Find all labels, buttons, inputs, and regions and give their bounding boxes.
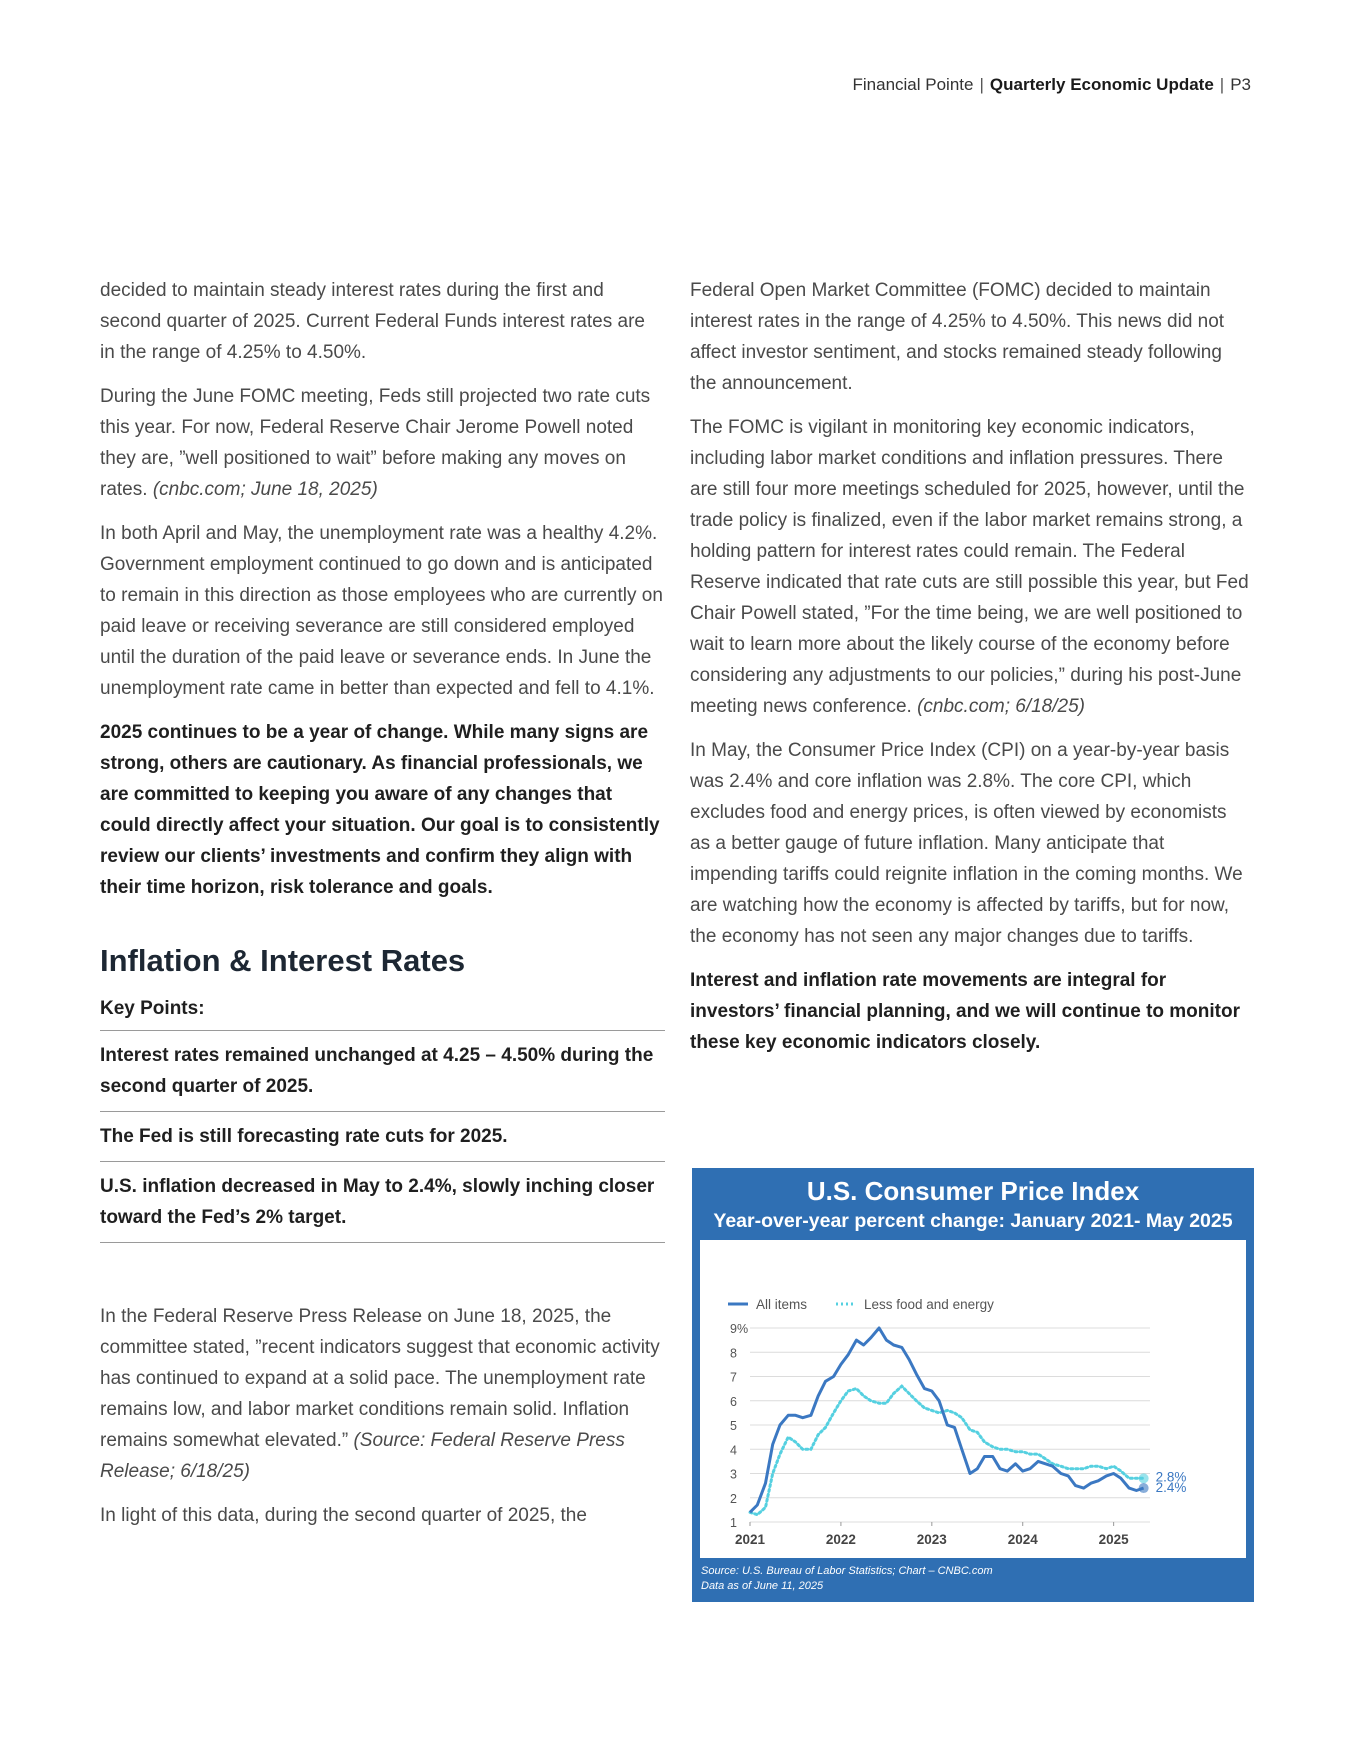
x-tick-label: 2022 <box>825 1532 856 1547</box>
x-tick-label: 2021 <box>734 1532 766 1547</box>
key-point: U.S. inflation decreased in May to 2.4%, slowly inching closer toward the Fed’s 2% target. <box>100 1162 665 1243</box>
citation: (Source: Federal Reserve Press Release; 6/18/25) <box>100 1430 625 1482</box>
source-line: Source: U.S. Bureau of Labor Statistics; Chart – CNBC.com <box>701 1565 993 1577</box>
spacer <box>100 1243 665 1301</box>
paragraph: Federal Open Market Committee (FOMC) decided to maintain interest rates in the range of 4.25% to 4.50%. This news did not affect investor sentiment, and stocks remained steady following the announcement. <box>690 280 1225 394</box>
chart-svg <box>700 1240 1246 1558</box>
chart-subtitle: Year-over-year percent change: January 2021- May 2025 <box>713 1210 1233 1232</box>
source-date-line: Data as of June 11, 2025 <box>701 1580 824 1592</box>
y-tick-label: 1 <box>730 1516 737 1530</box>
series-line-core <box>750 1386 1144 1515</box>
cpi-chart <box>692 1168 1254 1602</box>
y-tick-label: 6 <box>730 1394 737 1409</box>
x-tick-label: 2023 <box>916 1532 947 1547</box>
paragraph <box>100 381 665 505</box>
key-point: Interest rates remained unchanged at 4.25 – 4.50% during the second quarter of 2025. <box>100 1031 665 1112</box>
series-endpoint-all-items <box>1139 1483 1149 1493</box>
brand-name: Financial Pointe <box>852 75 974 94</box>
chart-plot-panel <box>700 1240 1246 1558</box>
section-title: Inflation & Interest Rates <box>100 943 466 978</box>
y-tick-label: 2 <box>730 1491 737 1506</box>
chart-title: U.S. Consumer Price Index <box>806 1176 1140 1206</box>
left-column <box>100 275 665 1544</box>
paragraph: decided to maintain steady interest rates during the first and second quarter of 2025. Current Federal Funds interest rates are in the range of 4.25% to 4.50%. <box>100 280 645 363</box>
paragraph-text: During the June FOMC meeting, Feds still projected two rate cuts this year. For now, Federal Reserve Chair Jerome Powell noted they are, ”well positioned to wait” before making any moves on rates. <box>100 386 651 500</box>
y-tick-label: 8 <box>730 1346 737 1361</box>
paragraph-text: The FOMC is vigilant in monitoring key economic indicators, including labor market conditions and inflation pressures. There are still four more meetings scheduled for 2025, however, until the trade policy is finalized, even if the labor market remains strong, a holding pattern for interest rates could remain. The Federal Reserve indicated that rate cuts are still possible this year, but Fed Chair Powell stated, ”For the time being, we are well positioned to wait to learn more about the likely course of the economy before considering any adjustments to our policies,” during his post-June meeting news conference. <box>690 417 1249 717</box>
legend-label-all-items: All items <box>756 1297 808 1312</box>
series-endpoint-core <box>1139 1473 1149 1483</box>
page-header <box>853 75 1252 95</box>
citation: (cnbc.com; 6/18/25) <box>917 696 1085 717</box>
series-line-all-items <box>750 1328 1144 1512</box>
y-tick-label: 9% <box>730 1322 749 1336</box>
citation: (cnbc.com; June 18, 2025) <box>152 479 378 500</box>
page-number: P3 <box>1230 75 1251 94</box>
paragraph: In May, the Consumer Price Index (CPI) on a year-by-year basis was 2.4% and core inflation was 2.8%. The core CPI, which excludes food and energy prices, is often viewed by economists as a better gauge of future inflation. Many anticipate that impending tariffs could reignite inflation in the coming months. We are watching how the economy is affected by tariffs, but for now, the economy has not seen any major changes due to tariffs. <box>690 740 1243 947</box>
x-tick-label: 2024 <box>1007 1532 1038 1547</box>
header-separator: | <box>979 75 984 94</box>
paragraph-text: In the Federal Reserve Press Release on June 18, 2025, the committee stated, ”recent indicators suggest that economic activity has continued to expand at a solid pace. The unemployment rate remains low, and labor market conditions remain solid. Inflation remains somewhat elevated.” <box>100 1306 660 1451</box>
paragraph: In light of this data, during the second quarter of 2025, the <box>100 1505 587 1526</box>
y-tick-label: 3 <box>730 1467 737 1482</box>
callout-paragraph: 2025 continues to be a year of change. While many signs are strong, others are cautionary. As financial professionals, we are committed to keeping you aware of any changes that could directly affect your situation. Our goal is to consistently review our clients’ investments and confirm they align with their time horizon, risk tolerance and goals. <box>100 722 660 898</box>
header-separator: | <box>1219 75 1225 94</box>
key-point: The Fed is still forecasting rate cuts for 2025. <box>100 1112 665 1162</box>
paragraph <box>690 412 1250 722</box>
paragraph: In both April and May, the unemployment rate was a healthy 4.2%. Government employment continued to go down and is anticipated to remain in this direction as those employees who are currently on paid leave or receiving severance are still considered employed until the duration of the paid leave or severance ends. In June the unemployment rate came in better than expected and fell to 4.1%. <box>100 523 663 699</box>
publication-title: Quarterly Economic Update <box>989 75 1214 94</box>
y-tick-label: 4 <box>730 1443 737 1458</box>
end-label-all-items: 2.4% <box>1155 1480 1187 1496</box>
x-tick-label: 2025 <box>1098 1532 1129 1547</box>
key-points-label: Key Points: <box>100 993 665 1031</box>
end-label-core: 2.8% <box>1155 1469 1187 1485</box>
right-column <box>690 275 1250 1071</box>
y-tick-label: 7 <box>730 1370 737 1385</box>
legend-label-core: Less food and energy <box>864 1297 994 1312</box>
paragraph <box>100 1301 665 1487</box>
chart-source <box>701 1564 993 1594</box>
y-tick-label: 5 <box>730 1419 737 1433</box>
callout-paragraph: Interest and inflation rate movements are integral for investors’ financial planning, and we will continue to monitor these key economic indicators closely. <box>690 970 1240 1053</box>
